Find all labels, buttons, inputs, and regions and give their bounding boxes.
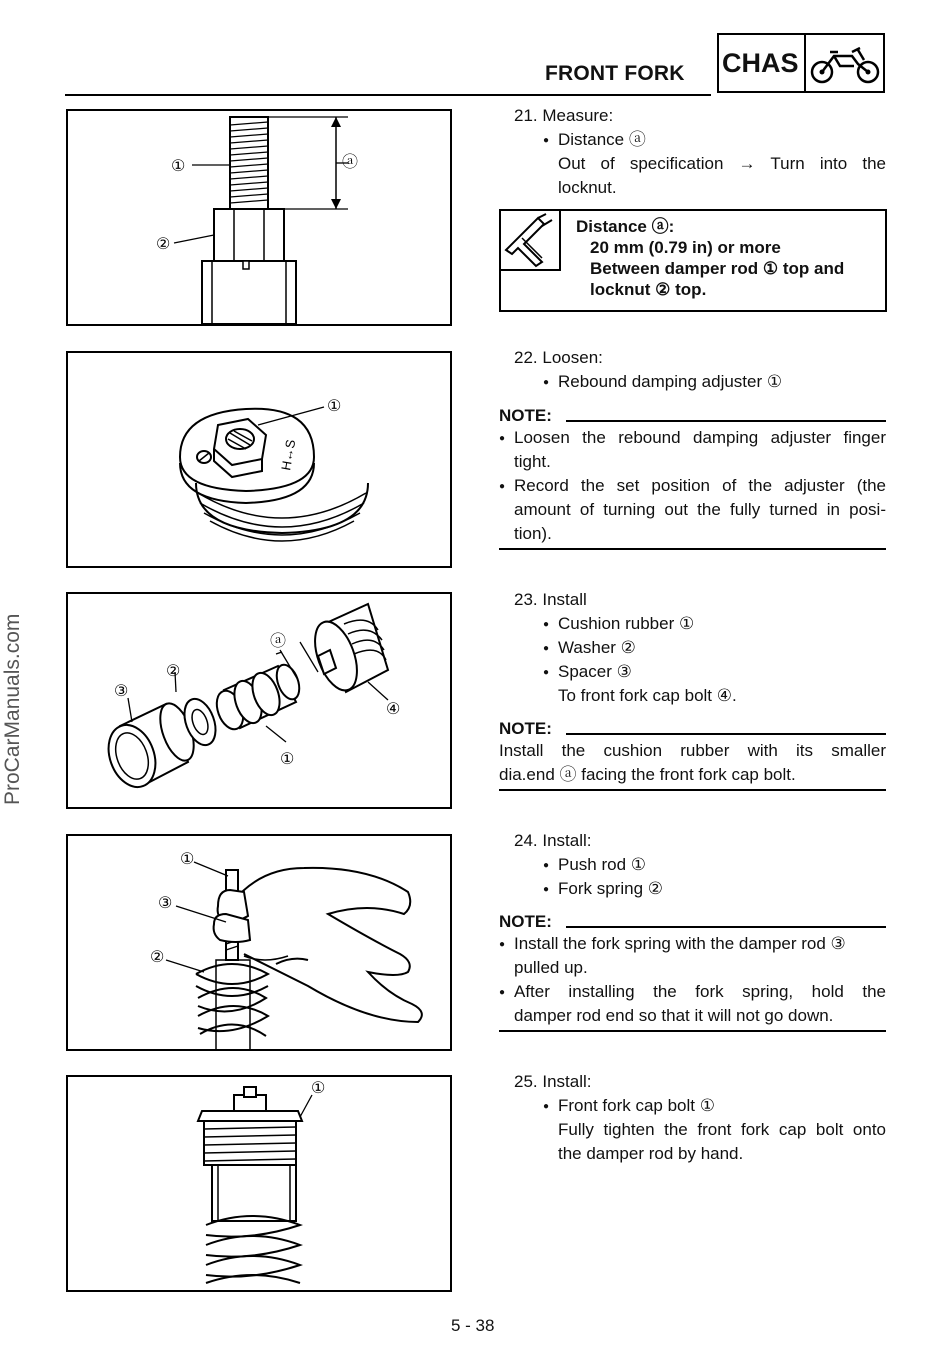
step-25-heading: 25. Install:: [514, 1072, 592, 1091]
step-25-bullet: ● Front fork cap bolt ①: [558, 1094, 715, 1118]
step-22-heading: 22. Loosen:: [514, 348, 603, 367]
note-bullet-2-line-1: ● Record the set position of the adjuster (the: [514, 474, 886, 498]
step-21-subline-1: Out of specification → Turn into the: [558, 154, 886, 173]
note-bullet-2-line-1: ● After installing the fork spring, hold the: [514, 980, 886, 1004]
step-24-heading: 24. Install:: [514, 831, 592, 850]
label-3: ③: [158, 895, 173, 912]
note-bullet-2-line-2: damper rod end so that it will not go down.: [514, 1006, 834, 1025]
note-label: NOTE:: [499, 912, 552, 931]
note-rule: [566, 733, 886, 735]
step-23-bullet-1: ● Cushion rubber ①: [558, 612, 694, 636]
figure-push-rod-spring: [66, 834, 452, 1051]
note-end-rule: [499, 548, 886, 550]
spec-line-2: Between damper rod ① top and: [590, 259, 845, 278]
step-21-heading: 21. Measure:: [514, 106, 614, 125]
cushion-rubber-illustration: [68, 594, 450, 807]
note-bullet-2-line-2: amount of turning out the fully turned in posi-: [514, 500, 886, 519]
fork-cap-install-illustration: [68, 1077, 450, 1290]
label-1: ①: [171, 158, 186, 175]
step-25-subline-2: the damper rod by hand.: [558, 1144, 744, 1163]
step-23-heading: 23. Install: [514, 590, 587, 609]
figure-rebound-adjuster: [66, 351, 452, 568]
spec-line-3: locknut ② top.: [590, 280, 707, 299]
note-bullet-2-line-3: tion).: [514, 524, 552, 543]
step-25-subline-1: Fully tighten the front fork cap bolt onto: [558, 1120, 886, 1139]
chapter-tab-divider: [804, 33, 806, 93]
label-1: ①: [327, 398, 342, 415]
step-23-bullet-3: ● Spacer ③: [558, 660, 632, 684]
note-rule: [566, 926, 886, 928]
step-24-bullet-2: ● Fork spring ②: [558, 877, 663, 901]
figure-cushion-rubber-assembly: [66, 592, 452, 809]
step-21-subline-2: locknut.: [558, 178, 617, 197]
damper-rod-illustration: [68, 111, 450, 324]
note-bullet-1-line-1: ● Install the fork spring with the damper rod ③: [514, 932, 886, 956]
label-2: ②: [156, 236, 171, 253]
label-a: ⓐ: [342, 154, 359, 171]
note-label: NOTE:: [499, 719, 552, 738]
note-bullet-1-line-2: pulled up.: [514, 958, 588, 977]
label-2: ②: [150, 949, 165, 966]
watermark: ProCarManuals.com: [1, 613, 24, 805]
note-rule: [566, 420, 886, 422]
figure-fork-cap-bolt: [66, 1075, 452, 1292]
note-end-rule: [499, 1030, 886, 1032]
note-line-1: Install the cushion rubber with its smaller: [499, 741, 886, 760]
label-2: ②: [166, 663, 181, 680]
label-1: ①: [280, 751, 295, 768]
step-24-bullet-1: ● Push rod ①: [558, 853, 646, 877]
step-22-bullet: ● Rebound damping adjuster ①: [558, 370, 782, 394]
page-number: 5 - 38: [451, 1316, 495, 1335]
step-23-bullet-2: ● Washer ②: [558, 636, 636, 660]
step-21-bullet: ● Distance ⓐ: [558, 128, 646, 152]
hs-marking: H↔S: [278, 438, 299, 472]
push-rod-spring-illustration: [68, 836, 450, 1049]
step-23-subline: To front fork cap bolt ④.: [558, 686, 737, 705]
label-1: ①: [180, 851, 195, 868]
label-a: ⓐ: [270, 633, 287, 650]
note-bullet-1-line-1: ● Loosen the rebound damping adjuster finger: [514, 426, 886, 450]
caliper-icon: [502, 212, 558, 268]
label-3: ③: [114, 683, 129, 700]
section-title: FRONT FORK: [545, 62, 685, 85]
spec-title: Distance ⓐ:: [576, 217, 675, 236]
label-1: ①: [311, 1080, 326, 1097]
fork-cap-bolt-illustration: [68, 353, 450, 566]
header-rule: [65, 94, 711, 96]
spec-value: 20 mm (0.79 in) or more: [590, 238, 781, 257]
chapter-code: CHAS: [722, 48, 799, 78]
note-line-2: dia.end ⓐ facing the front fork cap bolt.: [499, 765, 796, 784]
label-4: ④: [386, 701, 401, 718]
note-label: NOTE:: [499, 406, 552, 425]
note-bullet-1-line-2: tight.: [514, 452, 551, 471]
figure-damper-rod-distance: [66, 109, 452, 326]
note-end-rule: [499, 789, 886, 791]
motorcycle-icon: [808, 40, 884, 88]
